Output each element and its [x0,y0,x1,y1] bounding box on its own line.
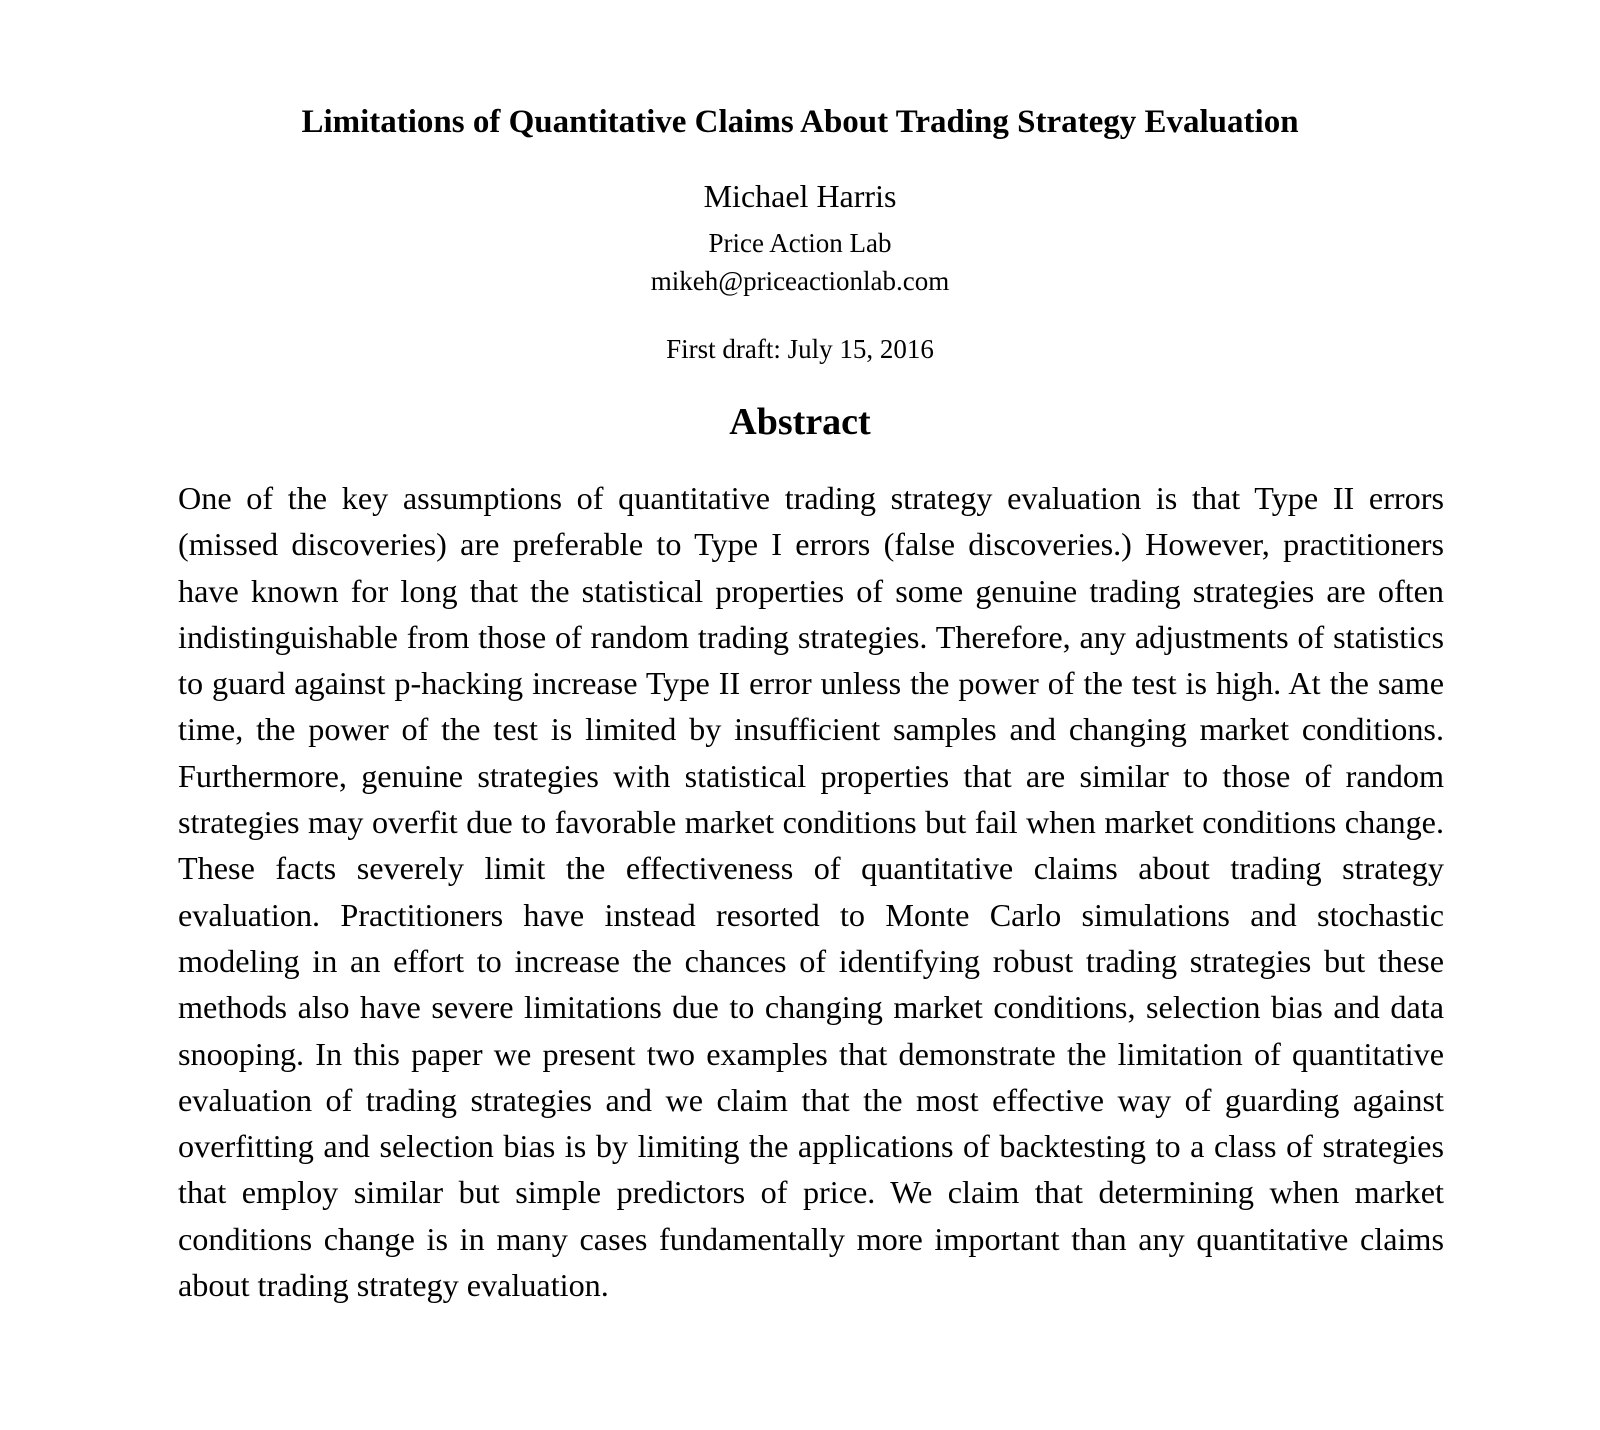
author-affiliation: Price Action Lab [708,228,892,258]
abstract-heading: Abstract [729,401,871,443]
draft-date: First draft: July 15, 2016 [666,334,934,364]
author-name: Michael Harris [703,178,897,214]
author-email: mikeh@priceactionlab.com [650,266,950,296]
abstract-text: One of the key assumptions of quantitative trading strategy evaluation is that Type II errors (missed discoveries) are preferable to Type I errors (false discoveries.) However, practitioners have known for long that the statistical properties of some genuine trading strategies are often indistinguishable from those of random trading strategies. Therefore, any adjustments of statistics to guard against p-hacking increase Type II error unless the power of the test is high. At the same time, the power of the test is limited by insufficient samples and changing market conditions. Furthermore, genuine strategies with statistical properties that are similar to those of random strategies may overfit due to favorable market conditions but fail when market conditions change. These facts severely limit the effectiveness of quantitative claims about trading strategy evaluation. Practitioners have instead resorted to Monte Carlo simulations and stochastic modeling in an effort to increase the chances of identifying robust trading strategies but these methods also have severe limitations due to changing market conditions, selection bias and data snooping. In this paper we present two examples that demonstrate the limitation of quantitative evaluation of trading strategies and we claim that the most effective way of guarding against overfitting and selection bias is by limiting the applications of backtesting to a class of strategies that employ similar but simple predictors of price. We claim that determining when market conditions change is in many cases fundamentally more important than any quantitative claims about trading strategy evaluation. [178,480,1444,1304]
paper-title: Limitations of Quantitative Claims About Trading Strategy Evaluation [301,104,1299,140]
